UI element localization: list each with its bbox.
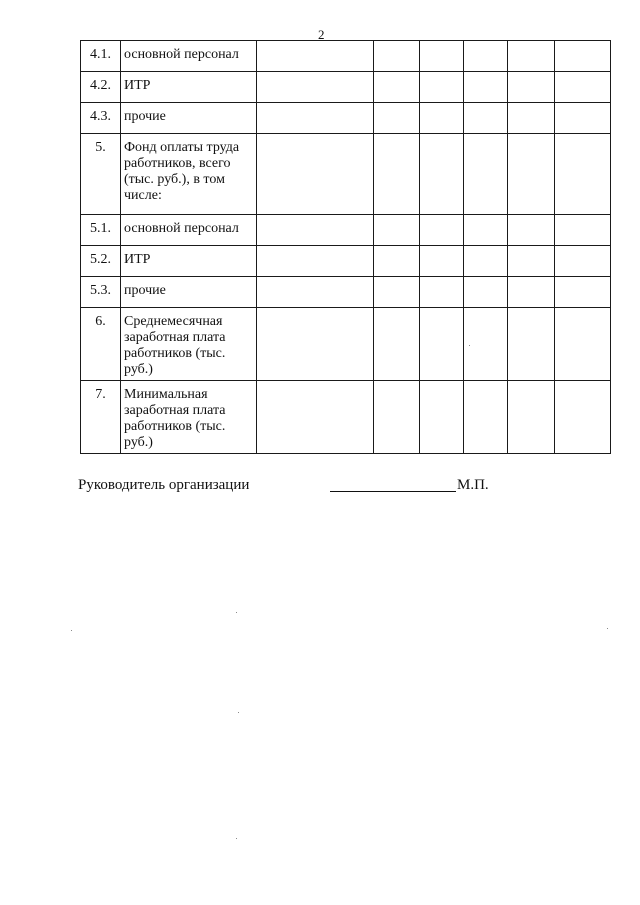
table-cell xyxy=(257,381,374,454)
table-cell xyxy=(420,103,464,134)
row-number: 4.2. xyxy=(81,72,121,103)
table-cell xyxy=(464,103,508,134)
table-cell xyxy=(508,134,555,215)
table-cell xyxy=(555,103,611,134)
table-cell xyxy=(420,41,464,72)
table-cell xyxy=(374,103,420,134)
table-cell xyxy=(464,72,508,103)
table-cell xyxy=(508,381,555,454)
table-cell xyxy=(374,215,420,246)
table-cell xyxy=(374,72,420,103)
table-cell xyxy=(420,277,464,308)
table-row xyxy=(81,277,611,308)
table-row xyxy=(81,381,611,454)
scan-speck xyxy=(469,345,470,346)
signature-line xyxy=(330,491,456,492)
table-cell xyxy=(374,246,420,277)
table-cell xyxy=(420,215,464,246)
scan-speck xyxy=(71,630,72,631)
table-cell xyxy=(464,277,508,308)
row-label: Минимальная заработная плата работников (тыс. руб.) xyxy=(121,381,257,454)
table-cell xyxy=(555,381,611,454)
table-cell xyxy=(508,246,555,277)
table-cell xyxy=(257,308,374,381)
table-cell xyxy=(555,41,611,72)
table-cell xyxy=(464,41,508,72)
table-cell xyxy=(420,134,464,215)
row-label: основной персонал xyxy=(121,41,257,72)
scan-speck xyxy=(236,612,237,613)
row-number: 4.3. xyxy=(81,103,121,134)
table-cell xyxy=(464,134,508,215)
table-cell xyxy=(257,246,374,277)
row-label: Фонд оплаты труда работников, всего (тыс. руб.), в том числе: xyxy=(121,134,257,215)
row-label: прочие xyxy=(121,103,257,134)
table-row xyxy=(81,308,611,381)
page-number: 2 xyxy=(318,27,325,42)
table-cell xyxy=(508,41,555,72)
table-cell xyxy=(420,381,464,454)
table-cell xyxy=(508,72,555,103)
row-number: 6. xyxy=(81,308,121,381)
table-cell xyxy=(464,308,508,381)
table-row xyxy=(81,246,611,277)
scan-speck xyxy=(236,838,237,839)
row-label: ИТР xyxy=(121,72,257,103)
table-cell xyxy=(257,41,374,72)
table-cell xyxy=(464,246,508,277)
table-cell xyxy=(464,381,508,454)
table-row xyxy=(81,72,611,103)
table-cell xyxy=(464,215,508,246)
table-cell xyxy=(257,134,374,215)
scan-speck xyxy=(238,712,239,713)
table-row xyxy=(81,215,611,246)
table-cell xyxy=(508,215,555,246)
table-row xyxy=(81,41,611,72)
table-row xyxy=(81,103,611,134)
table-cell xyxy=(374,277,420,308)
row-label: основной персонал xyxy=(121,215,257,246)
table-cell xyxy=(257,103,374,134)
row-number: 5.3. xyxy=(81,277,121,308)
table-cell xyxy=(257,277,374,308)
row-number: 4.1. xyxy=(81,41,121,72)
table-cell xyxy=(508,277,555,308)
table-row xyxy=(81,134,611,215)
table-cell xyxy=(555,277,611,308)
report-table xyxy=(80,40,611,454)
table-cell xyxy=(374,381,420,454)
table-cell xyxy=(420,72,464,103)
table-cell xyxy=(508,103,555,134)
table-cell xyxy=(555,246,611,277)
table-cell xyxy=(508,308,555,381)
table-cell xyxy=(555,134,611,215)
table-cell xyxy=(257,215,374,246)
table-cell xyxy=(257,72,374,103)
table-cell xyxy=(555,308,611,381)
row-label: Среднемесячная заработная плата работников (тыс. руб.) xyxy=(121,308,257,381)
row-number: 7. xyxy=(81,381,121,454)
scan-speck xyxy=(607,628,608,629)
table-cell xyxy=(374,41,420,72)
stamp-placeholder: М.П. xyxy=(457,477,489,493)
table-cell xyxy=(555,72,611,103)
row-number: 5. xyxy=(81,134,121,215)
table-cell xyxy=(420,246,464,277)
row-label: ИТР xyxy=(121,246,257,277)
table-cell xyxy=(374,308,420,381)
signatory-role: Руководитель организации xyxy=(78,477,250,493)
row-number: 5.2. xyxy=(81,246,121,277)
row-number: 5.1. xyxy=(81,215,121,246)
table-cell xyxy=(555,215,611,246)
table-cell xyxy=(420,308,464,381)
table-cell xyxy=(374,134,420,215)
row-label: прочие xyxy=(121,277,257,308)
